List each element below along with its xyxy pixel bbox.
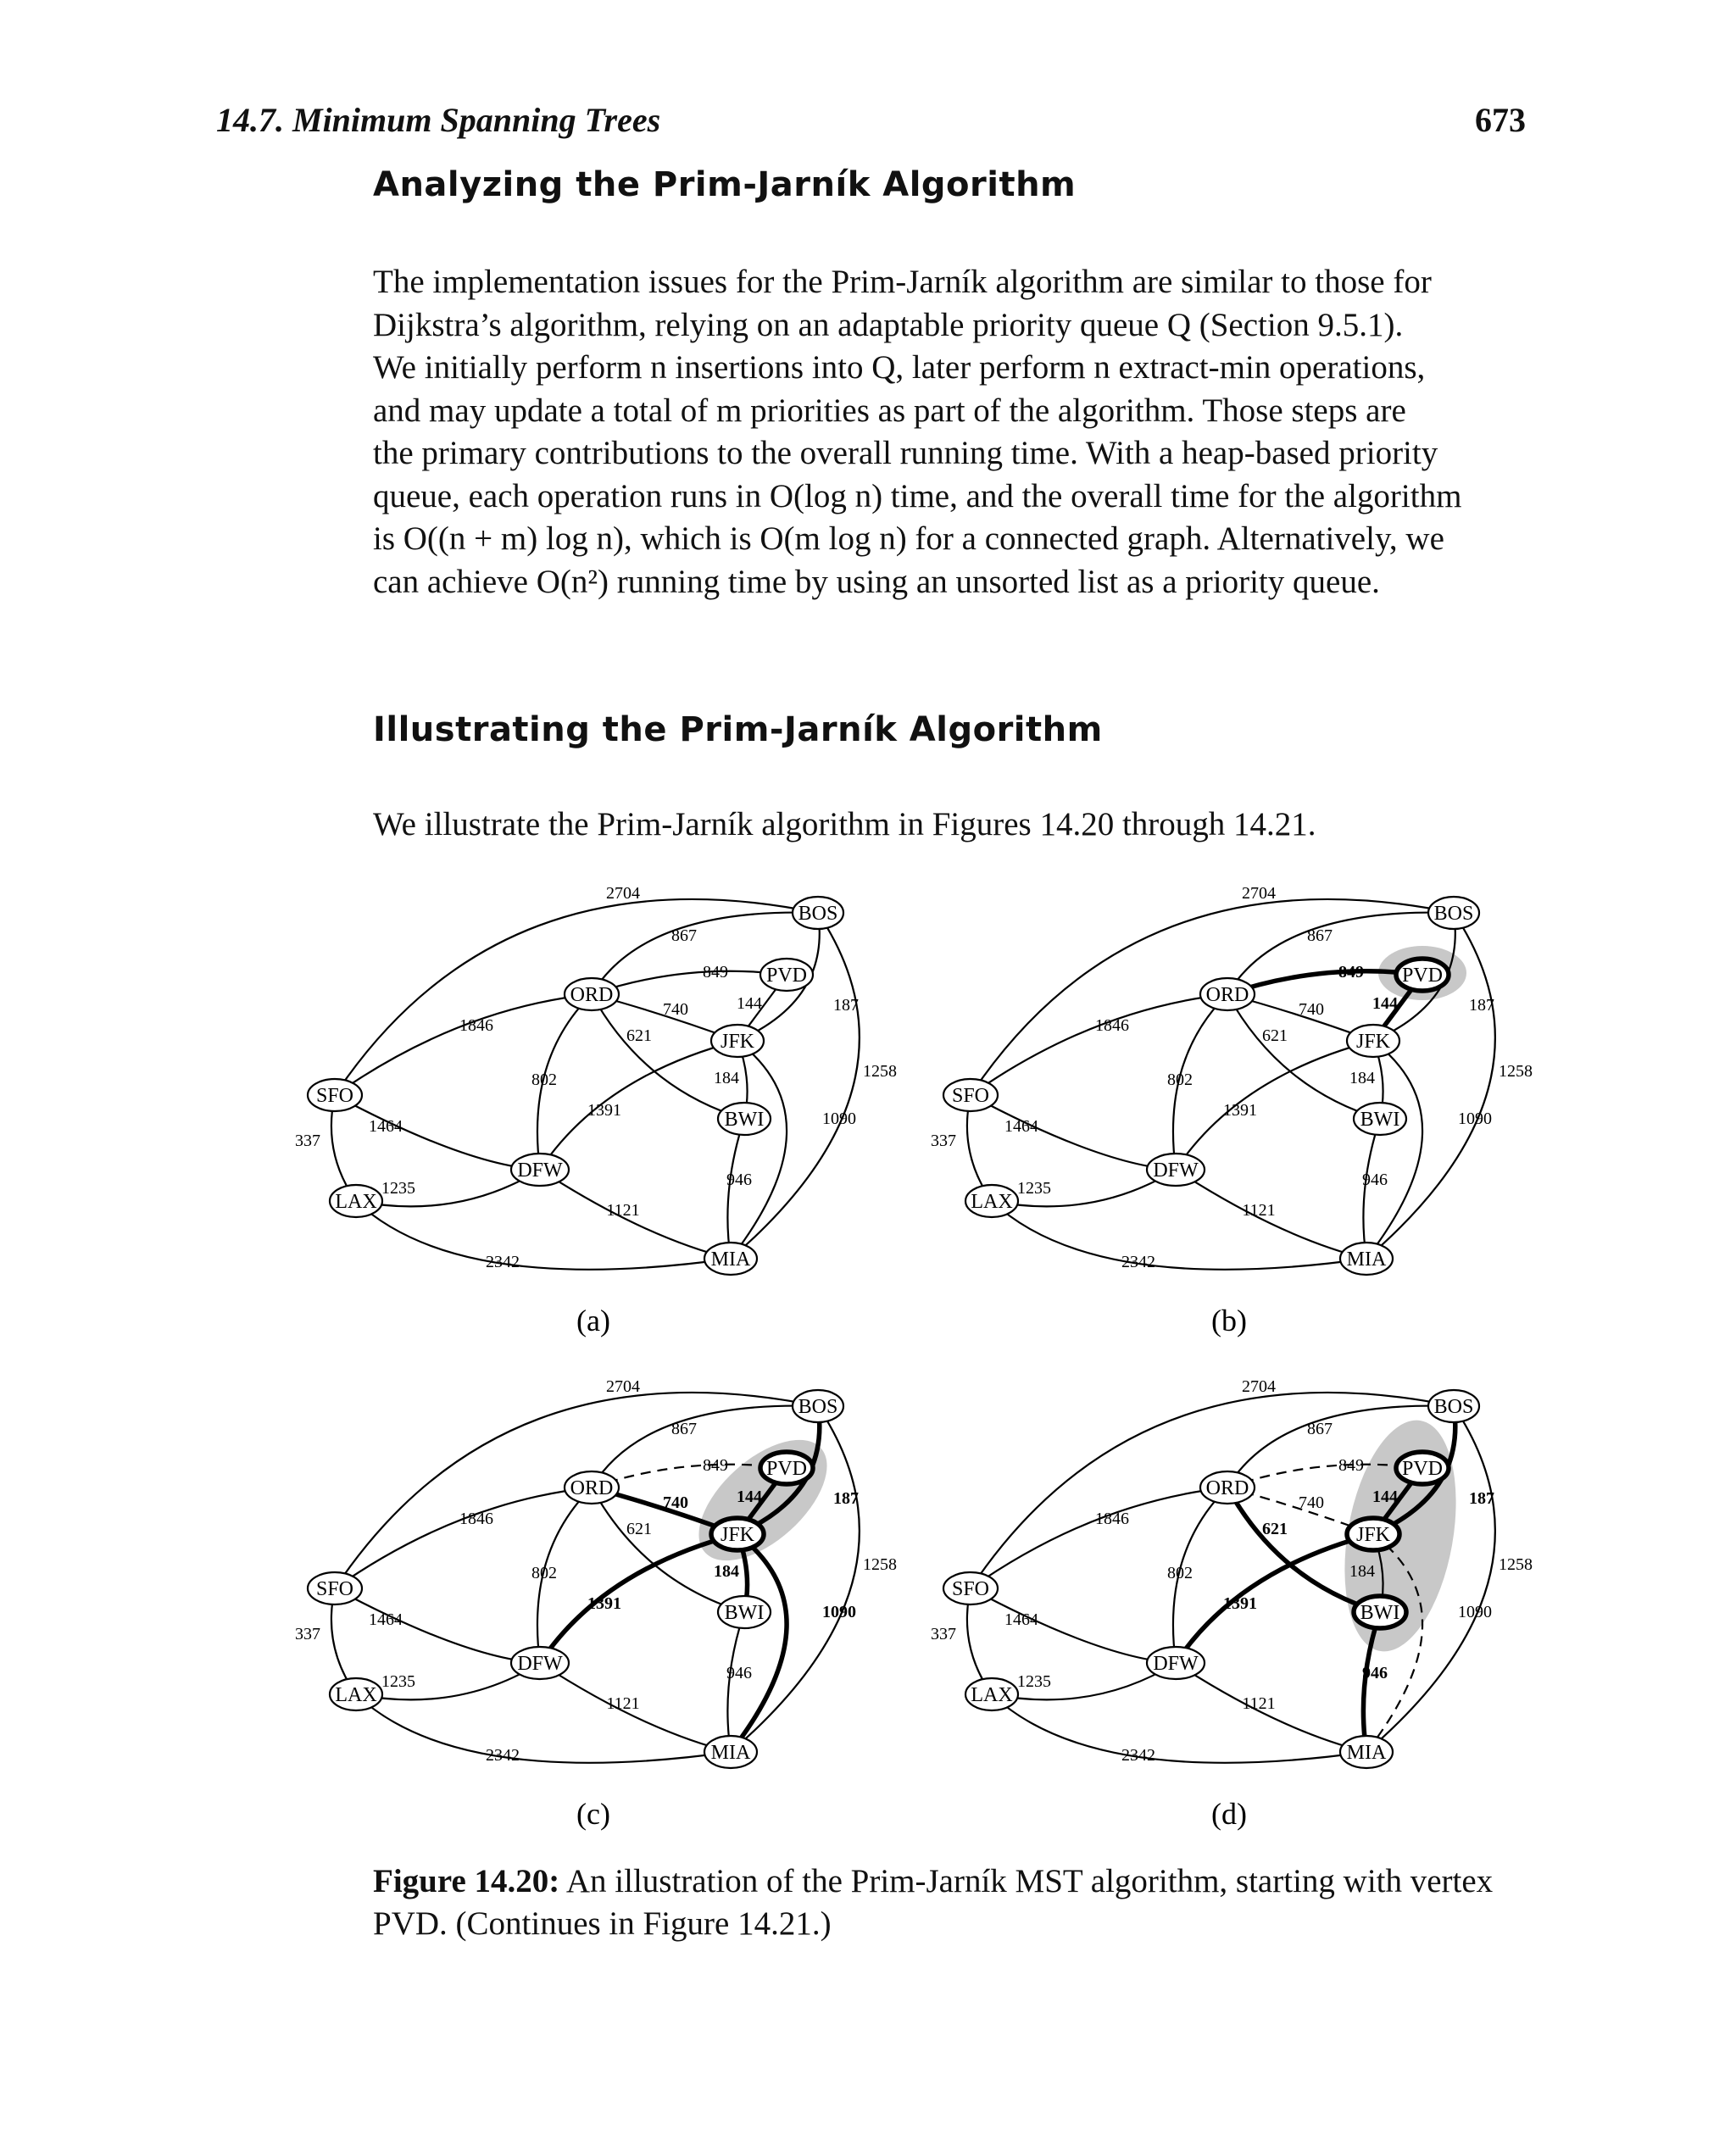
vertex-ord [565, 978, 619, 1010]
vertex-ord [1200, 1471, 1255, 1504]
vertex-pvd [760, 1452, 813, 1484]
edge-weight-sfo-ord: 1846 [459, 1016, 493, 1035]
vertex-label: PVD [1401, 1458, 1444, 1480]
vertex-bwi [1354, 1596, 1406, 1628]
edge-weight-sfo-bos: 2704 [606, 1377, 640, 1396]
section-title-analyzing: Analyzing the Prim-Jarník Algorithm [373, 165, 1077, 204]
vertex-label: MIA [1346, 1248, 1387, 1271]
vertex-sfo [943, 1079, 998, 1111]
vertex-label: DFW [517, 1159, 563, 1182]
edge-weight-bwi-mia: 946 [726, 1171, 752, 1189]
edge-weight-lax-mia: 2342 [486, 1746, 520, 1765]
edge-weight-sfo-lax: 337 [295, 1625, 320, 1643]
edge-weight-ord-bos: 867 [1307, 1420, 1333, 1438]
paragraph-line: The implementation issues for the Prim-Jarník algorithm are similar to those for [373, 264, 1432, 300]
vertex-label: JFK [1355, 1524, 1391, 1546]
edge-weight-lax-mia: 2342 [486, 1253, 520, 1271]
edge-weight-pvd-jfk: 144 [1372, 994, 1398, 1013]
edge-lax-mia [356, 1201, 731, 1270]
paragraph-line: and may update a total of m priorities as part of the algorithm. Those steps are [373, 392, 1406, 429]
edge-weight-bos-jfk: 187 [1469, 996, 1494, 1015]
edge-weight-pvd-jfk: 144 [737, 1488, 762, 1506]
vertex-label: BOS [798, 903, 838, 925]
vertex-pvd [760, 959, 813, 991]
graph-panel-c [295, 1377, 897, 1768]
edge-weight-ord-dfw: 802 [1167, 1070, 1193, 1089]
vertex-label: BWI [1360, 1602, 1400, 1624]
vertex-mia [1340, 1243, 1393, 1275]
vertex-jfk [711, 1518, 764, 1550]
vertex-label: PVD [765, 1458, 808, 1480]
edge-weight-sfo-bos: 2704 [1242, 884, 1276, 903]
edge-weight-bos-jfk: 187 [833, 1489, 859, 1508]
intro-text: We illustrate the Prim-Jarník algorithm in Figures 14.20 through 14.21. [373, 806, 1316, 842]
edge-weight-ord-bwi: 621 [626, 1026, 652, 1045]
vertex-mia [704, 1243, 757, 1275]
edge-weight-lax-mia: 2342 [1121, 1253, 1155, 1271]
vertex-label: MIA [710, 1742, 751, 1764]
vertex-lax [965, 1185, 1018, 1217]
edge-weight-ord-jfk: 740 [1299, 1493, 1324, 1512]
vertex-label: BOS [1433, 1396, 1474, 1418]
edge-weight-sfo-lax: 337 [295, 1132, 320, 1150]
vertex-jfk [1347, 1518, 1399, 1550]
running-head [216, 100, 1526, 140]
caption-text: An illustration of the Prim-Jarník MST algorithm, starting with vertex PVD. (Continues in Figure 14.21.) [373, 1863, 1494, 1942]
graph-panel-b [931, 884, 1533, 1275]
edge-weight-dfw-mia: 1121 [1242, 1694, 1276, 1713]
edge-weight-jfk-mia: 1090 [1458, 1603, 1492, 1621]
edge-weight-lax-dfw: 1235 [381, 1179, 415, 1198]
edge-weight-ord-bwi: 621 [1262, 1520, 1288, 1538]
edge-weight-ord-jfk: 740 [663, 1493, 688, 1512]
edge-weight-ord-bwi: 621 [626, 1520, 652, 1538]
edge-weight-sfo-dfw: 1464 [369, 1117, 403, 1136]
edge-weight-sfo-dfw: 1464 [1004, 1610, 1038, 1629]
subfigure-label-c: (c) [576, 1797, 610, 1831]
vertex-ord [1200, 978, 1255, 1010]
vertex-label: BOS [1433, 903, 1474, 925]
edge-weight-jfk-bwi: 184 [1349, 1069, 1375, 1087]
vertex-mia [704, 1736, 757, 1768]
paragraph-line: queue, each operation runs in O(log n) time, and the overall time for the algorithm [373, 477, 1462, 514]
vertex-pvd [1396, 1452, 1449, 1484]
graph-panel-a [295, 884, 897, 1275]
vertex-label: DFW [1153, 1159, 1199, 1182]
vertex-label: LAX [335, 1684, 377, 1706]
edge-weight-ord-pvd: 849 [703, 1456, 728, 1475]
vertex-bos [793, 897, 843, 929]
edge-weight-ord-bos: 867 [1307, 926, 1333, 945]
vertex-label: ORD [570, 984, 614, 1006]
subfigure-label-b: (b) [1211, 1304, 1247, 1337]
vertex-dfw [1147, 1154, 1205, 1186]
subfigure-label-a: (a) [576, 1304, 610, 1337]
edge-weight-sfo-bos: 2704 [606, 884, 640, 903]
edge-sfo-dfw [971, 1095, 1176, 1170]
edge-weight-jfk-mia: 1090 [822, 1109, 856, 1128]
edge-weight-dfw-jfk: 1391 [1223, 1594, 1257, 1613]
edge-weight-jfk-mia: 1090 [1458, 1109, 1492, 1128]
vertex-bwi [1354, 1103, 1406, 1135]
vertex-bos [1428, 897, 1479, 929]
graph-panel-d [931, 1377, 1533, 1768]
edge-lax-mia [356, 1694, 731, 1763]
vertex-label: LAX [971, 1684, 1013, 1706]
vertex-lax [330, 1678, 382, 1710]
edge-weight-dfw-mia: 1121 [606, 1694, 640, 1713]
vertex-label: SFO [951, 1578, 990, 1600]
prim-jarnik-figure [288, 873, 1543, 1856]
edge-weight-lax-dfw: 1235 [1017, 1672, 1051, 1691]
edge-lax-mia [992, 1201, 1366, 1270]
edge-weight-bos-mia: 1258 [1499, 1555, 1533, 1574]
vertex-label: JFK [720, 1524, 755, 1546]
edge-weight-sfo-bos: 2704 [1242, 1377, 1276, 1396]
edge-sfo-dfw [335, 1095, 540, 1170]
paragraph-line: is O((n + m) log n), which is O(m log n) for a connected graph. Alternatively, we [373, 520, 1444, 557]
vertex-dfw [1147, 1647, 1205, 1679]
edge-weight-jfk-mia: 1090 [822, 1603, 856, 1621]
edge-weight-bwi-mia: 946 [726, 1664, 752, 1682]
vertex-label: BWI [724, 1109, 765, 1131]
vertex-jfk [1347, 1025, 1399, 1057]
vertex-label: ORD [1205, 1477, 1249, 1499]
section-title-illustrating: Illustrating the Prim-Jarník Algorithm [373, 710, 1103, 749]
vertex-sfo [308, 1572, 362, 1604]
edge-weight-ord-jfk: 740 [1299, 1000, 1324, 1019]
edge-weight-dfw-mia: 1121 [1242, 1201, 1276, 1220]
edge-weight-dfw-jfk: 1391 [587, 1101, 621, 1120]
edge-weight-sfo-lax: 337 [931, 1132, 956, 1150]
edge-weight-sfo-dfw: 1464 [369, 1610, 403, 1629]
edge-weight-pvd-jfk: 144 [737, 994, 762, 1013]
vertex-bos [793, 1390, 843, 1422]
edge-weight-dfw-jfk: 1391 [587, 1594, 621, 1613]
edge-weight-jfk-bwi: 184 [714, 1069, 739, 1087]
paragraph-line: Dijkstra’s algorithm, relying on an adaptable priority queue Q (Section 9.5.1). [373, 306, 1404, 343]
edge-weight-lax-mia: 2342 [1121, 1746, 1155, 1765]
edge-weight-lax-dfw: 1235 [1017, 1179, 1051, 1198]
edge-weight-sfo-dfw: 1464 [1004, 1117, 1038, 1136]
vertex-label: BWI [1360, 1109, 1400, 1131]
vertex-bos [1428, 1390, 1479, 1422]
edge-weight-jfk-bwi: 184 [714, 1562, 739, 1581]
paragraph-line: We initially perform n insertions into Q, later perform n extract-min operations, [373, 349, 1426, 386]
vertex-label: BWI [724, 1602, 765, 1624]
edge-weight-ord-jfk: 740 [663, 1000, 688, 1019]
vertex-label: SFO [315, 1085, 354, 1107]
body-paragraph [373, 261, 1526, 603]
edge-weight-ord-dfw: 802 [1167, 1564, 1193, 1582]
vertex-lax [330, 1185, 382, 1217]
vertex-label: MIA [710, 1248, 751, 1271]
vertex-label: MIA [1346, 1742, 1387, 1764]
edge-weight-ord-pvd: 849 [703, 963, 728, 982]
vertex-label: PVD [765, 965, 808, 987]
vertex-label: DFW [1153, 1653, 1199, 1675]
edge-weight-ord-pvd: 849 [1338, 963, 1364, 982]
edge-weight-ord-bwi: 621 [1262, 1026, 1288, 1045]
vertex-label: DFW [517, 1653, 563, 1675]
edge-weight-dfw-jfk: 1391 [1223, 1101, 1257, 1120]
running-head-section: 14.7. Minimum Spanning Trees [216, 101, 661, 139]
edge-weight-ord-bos: 867 [671, 926, 697, 945]
vertex-label: LAX [971, 1191, 1013, 1213]
page-number: 673 [1475, 101, 1526, 139]
subfigure-label-d: (d) [1211, 1797, 1247, 1831]
vertex-mia [1340, 1736, 1393, 1768]
edge-lax-mia [992, 1694, 1366, 1763]
edge-weight-ord-dfw: 802 [531, 1564, 557, 1582]
paragraph-line: the primary contributions to the overall running time. With a heap-based priority [373, 435, 1438, 471]
vertex-sfo [943, 1572, 998, 1604]
vertex-label: LAX [335, 1191, 377, 1213]
vertex-label: JFK [720, 1031, 755, 1053]
vertex-label: ORD [570, 1477, 614, 1499]
vertex-lax [965, 1678, 1018, 1710]
vertex-label: SFO [951, 1085, 990, 1107]
edge-weight-sfo-lax: 337 [931, 1625, 956, 1643]
vertex-jfk [711, 1025, 764, 1057]
edge-weight-jfk-bwi: 184 [1349, 1562, 1375, 1581]
paragraph-line: can achieve O(n²) running time by using an unsorted list as a priority queue. [373, 563, 1380, 600]
edge-weight-sfo-ord: 1846 [1095, 1016, 1129, 1035]
vertex-sfo [308, 1079, 362, 1111]
vertex-label: JFK [1355, 1031, 1391, 1053]
edge-weight-bwi-mia: 946 [1362, 1171, 1388, 1189]
edge-sfo-dfw [971, 1588, 1176, 1663]
caption-label: Figure 14.20: [373, 1863, 560, 1899]
edge-ord-pvd [592, 971, 787, 994]
vertex-bwi [718, 1103, 771, 1135]
vertex-ord [565, 1471, 619, 1504]
vertex-label: ORD [1205, 984, 1249, 1006]
vertex-dfw [511, 1154, 569, 1186]
vertex-label: SFO [315, 1578, 354, 1600]
vertex-dfw [511, 1647, 569, 1679]
edge-weight-bos-jfk: 187 [1469, 1489, 1494, 1508]
edge-weight-pvd-jfk: 144 [1372, 1488, 1398, 1506]
vertex-bwi [718, 1596, 771, 1628]
edge-weight-ord-dfw: 802 [531, 1070, 557, 1089]
edge-weight-ord-bos: 867 [671, 1420, 697, 1438]
edge-weight-dfw-mia: 1121 [606, 1201, 640, 1220]
edge-weight-bos-mia: 1258 [863, 1555, 897, 1574]
edge-weight-sfo-ord: 1846 [1095, 1510, 1129, 1528]
edge-weight-ord-pvd: 849 [1338, 1456, 1364, 1475]
figure-caption [373, 1860, 1526, 1945]
edge-weight-bos-mia: 1258 [863, 1062, 897, 1081]
vertex-pvd [1396, 959, 1449, 991]
edge-weight-lax-dfw: 1235 [381, 1672, 415, 1691]
vertex-label: BOS [798, 1396, 838, 1418]
edge-weight-bwi-mia: 946 [1362, 1664, 1388, 1682]
edge-weight-bos-jfk: 187 [833, 996, 859, 1015]
edge-weight-sfo-ord: 1846 [459, 1510, 493, 1528]
edge-weight-bos-mia: 1258 [1499, 1062, 1533, 1081]
edge-sfo-dfw [335, 1588, 540, 1663]
vertex-label: PVD [1401, 965, 1444, 987]
